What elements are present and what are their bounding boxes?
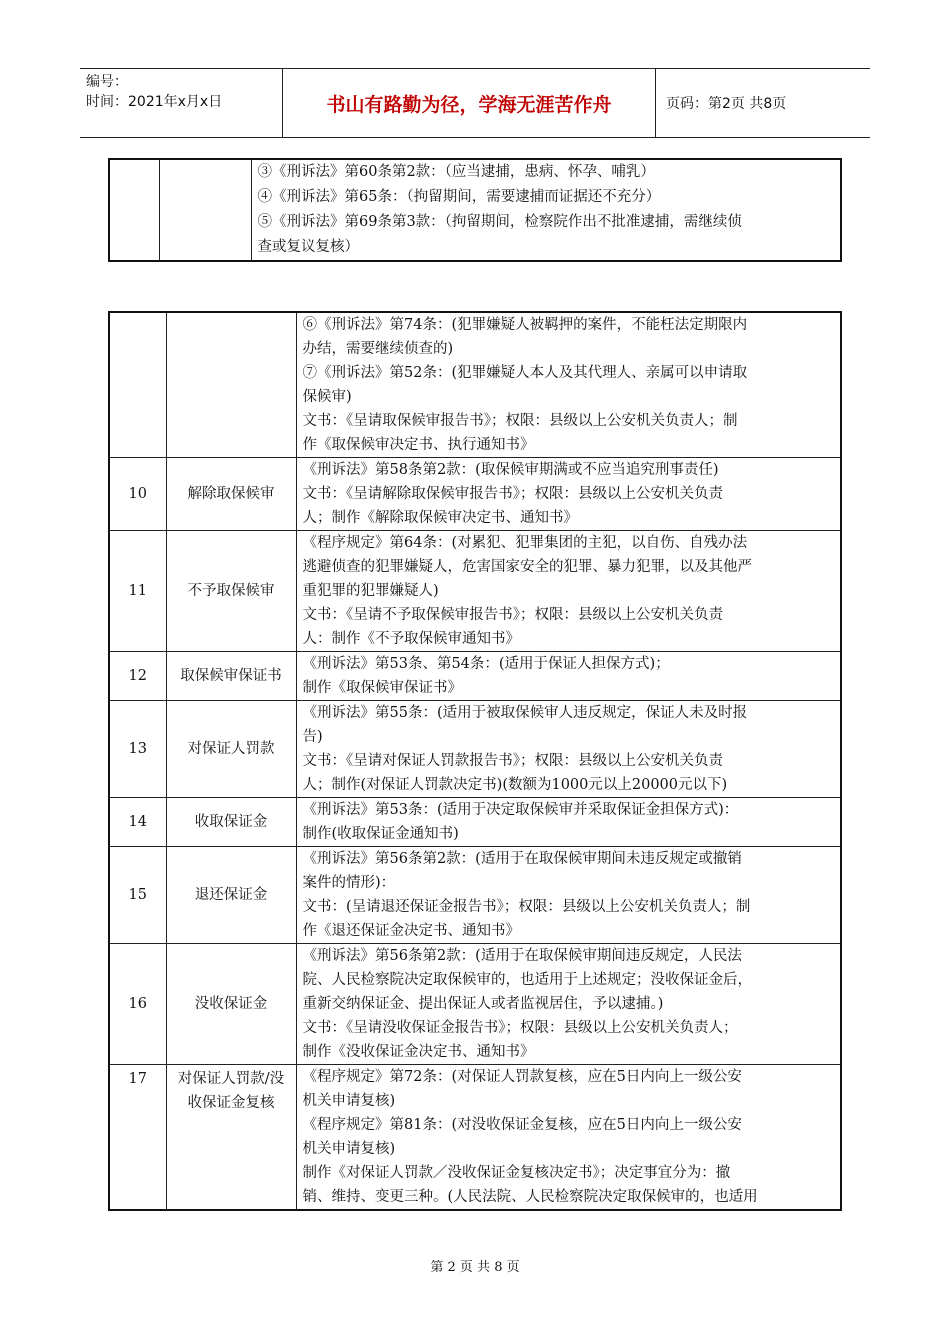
- detail-line: ⑦《刑诉法》第52条：(犯罪嫌疑人本人及其代理人、亲属可以申请取: [302, 365, 748, 381]
- row-detail-cell: [296, 652, 841, 701]
- table-row: [109, 1065, 841, 1211]
- detail-line: 《程序规定》第72条：(对保证人罚款复核，应在5日内向上一级公安: [302, 1069, 742, 1085]
- detail-line: 查或复议复核）: [257, 239, 359, 255]
- row-name-cell: [159, 159, 251, 261]
- detail-line: 制作《取保候审保证书》: [302, 680, 462, 696]
- row-name-cell: 不予取保候审: [166, 531, 296, 652]
- detail-line: ⑤《刑诉法》第69条第3款：（拘留期间，检察院作出不批准逮捕，需继续侦: [257, 214, 742, 230]
- detail-line: 制作《对保证人罚款／没收保证金复核决定书》；决定事宜分为：撤: [302, 1165, 731, 1181]
- detail-line: 文书：《呈请没收保证金报告书》；权限：县级以上公安机关负责人；: [302, 1020, 738, 1036]
- row-name-cell: 退还保证金: [166, 847, 296, 944]
- time-label: 时间：2021年x月x日: [86, 94, 223, 110]
- detail-line: 保候审): [302, 389, 352, 405]
- number-label: 编号：: [86, 74, 128, 90]
- detail-line: 作《取保候审决定书、执行通知书》: [302, 437, 535, 453]
- detail-line: 《程序规定》第64条：(对累犯、犯罪集团的主犯，以自伤、自残办法: [302, 535, 748, 551]
- page-footer: 第 2 页 共 8 页: [430, 1260, 520, 1275]
- row-number-cell: 13: [109, 701, 166, 798]
- row-number-cell: [109, 159, 159, 261]
- detail-line: 重犯罪的犯罪嫌疑人): [302, 583, 439, 599]
- table-row: [109, 701, 841, 798]
- detail-line: 人；制作(对保证人罚款决定书)(数额为1000元以上20000元以下): [302, 777, 728, 793]
- detail-line: 机关申请复核): [302, 1141, 396, 1157]
- detail-line: 《程序规定》第81条：(对没收保证金复核，应在5日内向上一级公安: [302, 1117, 742, 1133]
- detail-line: 重新交纳保证金、提出保证人或者监视居住，予以逮捕。): [302, 996, 664, 1012]
- row-detail-cell: [296, 847, 841, 944]
- detail-line: 逃避侦查的犯罪嫌疑人，危害国家安全的犯罪、暴力犯罪，以及其他严: [302, 559, 752, 575]
- row-name-cell: 解除取保候审: [166, 458, 296, 531]
- continuation-table: [108, 158, 842, 262]
- row-name-cell: 对保证人罚款: [166, 701, 296, 798]
- detail-line: 《刑诉法》第56条第2款：(适用于在取保候审期间违反规定，人民法: [302, 948, 742, 964]
- detail-line: 制作《没收保证金决定书、通知书》: [302, 1044, 535, 1060]
- table-row: [109, 458, 841, 531]
- header-meta: [80, 69, 283, 137]
- table-row: [109, 652, 841, 701]
- detail-line: 文书：《呈请取保候审报告书》；权限：县级以上公安机关负责人；制: [302, 413, 738, 429]
- detail-line: 《刑诉法》第55条：(适用于被取保候审人违反规定，保证人未及时报: [302, 705, 748, 721]
- row-detail-cell: [296, 701, 841, 798]
- row-number-cell: 10: [109, 458, 166, 531]
- detail-line: 人；制作《解除取保候审决定书、通知书》: [302, 510, 578, 526]
- detail-line: 文书：(呈请退还保证金报告书》；权限：县级以上公安机关负责人；制: [302, 899, 751, 915]
- detail-line: 告): [302, 729, 323, 745]
- detail-line: 人：制作《不予取保候审通知书》: [302, 631, 520, 647]
- row-name-cell: 没收保证金: [166, 944, 296, 1065]
- table-row: [109, 531, 841, 652]
- detail-line: 《刑诉法》第53条、第54条：(适用于保证人担保方式)；: [302, 656, 670, 672]
- row-detail-cell: [296, 1065, 841, 1211]
- row-name-cell: 对保证人罚款/没收保证金复核: [166, 1065, 296, 1211]
- row-detail-cell: [296, 458, 841, 531]
- row-detail-cell: [296, 312, 841, 458]
- row-detail-cell: [296, 944, 841, 1065]
- row-number-cell: 12: [109, 652, 166, 701]
- page-header: [80, 68, 870, 138]
- row-name-cell: [166, 312, 296, 458]
- row-number-cell: 17: [109, 1065, 166, 1211]
- header-page-info: 页码：第2页 共8页: [666, 96, 787, 112]
- detail-line: 文书：《呈请解除取保候审报告书》；权限：县级以上公安机关负责: [302, 486, 723, 502]
- detail-line: 制作(收取保证金通知书): [302, 826, 459, 842]
- detail-line: ④《刑诉法》第65条：（拘留期间，需要逮捕而证据还不充分）: [257, 189, 661, 205]
- detail-line: 作《退还保证金决定书、通知书》: [302, 923, 520, 939]
- table-row: [109, 847, 841, 944]
- detail-line: 办结，需要继续侦查的): [302, 341, 454, 357]
- row-detail-cell: [251, 159, 841, 261]
- row-number-cell: 15: [109, 847, 166, 944]
- table-row: [109, 944, 841, 1065]
- table-row: [109, 312, 841, 458]
- detail-line: ③《刑诉法》第60条第2款：（应当逮捕，患病、怀孕、哺乳）: [257, 164, 655, 180]
- row-number-cell: 14: [109, 798, 166, 847]
- table-row: [109, 798, 841, 847]
- detail-line: 文书：《呈请不予取保候审报告书》；权限：县级以上公安机关负责: [302, 607, 723, 623]
- detail-line: 《刑诉法》第58条第2款：(取保候审期满或不应当追究刑事责任): [302, 462, 719, 478]
- detail-line: 《刑诉法》第53条：(适用于决定取保候审并采取保证金担保方式)：: [302, 802, 739, 818]
- detail-line: 院、人民检察院决定取保候审的，也适用于上述规定；没收保证金后，: [302, 972, 752, 988]
- procedure-table: [108, 311, 842, 1211]
- detail-line: 文书：《呈请对保证人罚款报告书》；权限：县级以上公安机关负责: [302, 753, 723, 769]
- detail-line: 《刑诉法》第56条第2款：(适用于在取保候审期间未违反规定或撤销: [302, 851, 742, 867]
- detail-line: 机关申请复核): [302, 1093, 396, 1109]
- row-detail-cell: [296, 531, 841, 652]
- header-motto: 书山有路勤为径，学海无涯苦作舟: [283, 69, 656, 137]
- detail-line: 销、维持、变更三种。(人民法院、人民检察院决定取保候审的，也适用: [302, 1189, 758, 1205]
- row-number-cell: 16: [109, 944, 166, 1065]
- detail-line: ⑥《刑诉法》第74条：(犯罪嫌疑人被羁押的案件，不能枉法定期限内: [302, 317, 748, 333]
- row-name-cell: 取保候审保证书: [166, 652, 296, 701]
- row-name-cell: 收取保证金: [166, 798, 296, 847]
- detail-line: 案件的情形)：: [302, 875, 396, 891]
- row-number-cell: [109, 312, 166, 458]
- table-row: [109, 159, 841, 261]
- row-number-cell: 11: [109, 531, 166, 652]
- row-detail-cell: [296, 798, 841, 847]
